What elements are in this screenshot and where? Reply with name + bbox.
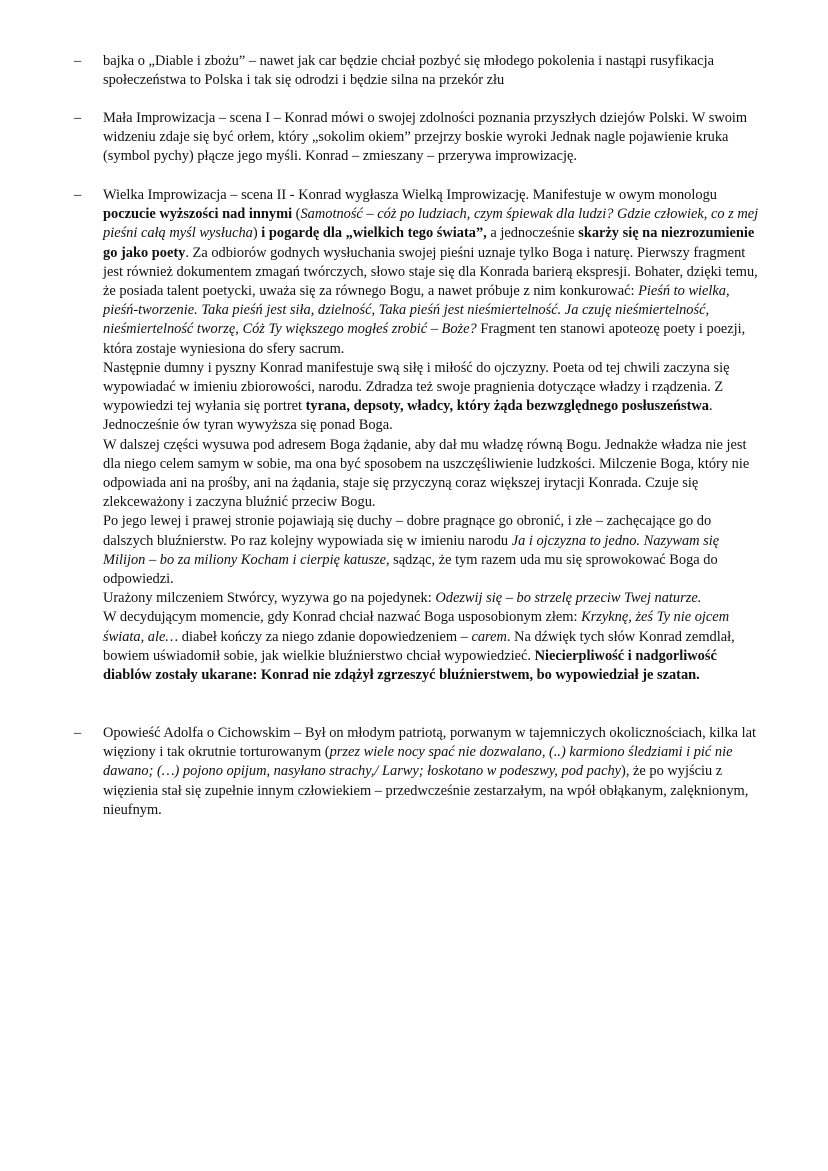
dash-bullet: – xyxy=(74,725,82,741)
paragraph: Mała Improwizacja – scena I – Konrad mówi o swojej zdolności poznania przyszłych dziejów Polski. W swoim widzeniu zdaje się być orłem, który „sokolim okiem” przejrzy boskie wyroki Jednak nagle pojawienie kruka (symbol pychy) płącze jego myśli. Konrad – zmieszany – przerywa improwizację. xyxy=(103,110,748,165)
quote: Ja i ojczyzna to jedno. Nazywam się Milijon – bo za miliony Kocham i cierpię katusze xyxy=(103,532,720,568)
bullet-text xyxy=(103,52,763,90)
paragraph-6: W decydującym momencie, gdy Konrad chciał nazwać Boga usposobionym złem: Krzyknę, żeś Ty nie ojcem świata, ale… diabeł kończy za niego zdanie dopowiedzeniem – carem. Na dźwięk tych słów Konrad zemdlał, bowiem uświadomił sobie, jak wielkie bluźnierstwo chciał wypowiedzieć. Niecierpliwość i nadgorliwość diablów zostały ukarane: Konrad nie zdążył zgrzeszyć bluźnierstwem, bo wypowiedział je szatan. xyxy=(103,609,735,684)
bold-phrase: poczucie wyższości nad innymi xyxy=(103,206,293,223)
paragraph-2: Następnie dumny i pyszny Konrad manifestuje swą siłę i miłość do ojczyzny. Poeta od tej chwili zaczyna się wypowiadać w imieniu zbiorowości, narodu. Zdradza też swoje pragnienia dotyczące władzy i rządzenia. Z wypowiedzi tej wyłania się portret tyrana, depsoty, władcy, który żąda bezwzględnego posłuszeństwa. Jednocześnie ów tyran wywyższa się ponad Boga. xyxy=(103,359,730,434)
dash-bullet: – xyxy=(74,110,82,126)
bold-phrase: tyrana, depsoty, władcy, który żąda bezwzględnego posłuszeństwa xyxy=(305,398,709,415)
paragraph: bajka o „Diable i zbożu” – nawet jak car będzie chciał pozbyć się młodego pokolenia i nastąpi rusyfikacja społeczeństwa to Polska i tak się odrodzi i będzie silna na przekór złu xyxy=(103,53,714,89)
bold-phrase: skarży się na niezrozumienie go jako poety xyxy=(103,225,755,261)
bold-phrase: Niecierpliwość i nadgorliwość diablów zostały ukarane: Konrad nie zdążył zgrzeszyć bluźnierstwem, bo wypowiedział je szatan. xyxy=(103,647,717,684)
bullet-text xyxy=(103,724,763,820)
quote: Odezwij się – bo strzelę przeciw Twej naturze. xyxy=(435,590,702,607)
paragraph-1: Wielka Improwizacja – scena II - Konrad wygłasza Wielką Improwizację. Manifestuje w owym monologu poczucie wyższości nad innymi (Samotność – cóż po ludziach, czym śpiewak dla ludzi? Gdzie człowiek, co z mej pieśni całą myśl wysłucha) i pogardę dla „wielkich tego świata”, a jednocześnie skarży się na niezrozumienie go jako poety. Za odbiorów godnych wysłuchania swojej pieśni uznaje tylko Boga i naturę. Pierwszy fragment jest również dokumentem zmagań twórczych, słowo staje się dla Konrada barierą ekspresji. Bohater, dzięki temu, że posiada talent poetycki, uważa się za równego Bogu, a nawet próbuje z nim konkurować: Pieśń to wielka, pieśń-tworzenie. Taka pieśń jest siła, dzielność, Taka pieśń jest nieśmiertelność. Ja czuję nieśmiertelność, nieśmiertelność tworzę, Cóż Ty większego mogłeś zrobić – Boże? Fragment ten stanowi apoteozę poety i poezji, która zostaje wyniesiona do sfery sacrum. xyxy=(103,187,759,357)
quote: Krzyknę, żeś Ty nie ojcem świata, ale… xyxy=(103,609,730,645)
quote: Samotność – cóż po ludziach, czym śpiewak dla ludzi? Gdzie człowiek, co z mej pieśni całą myśl wysłucha xyxy=(103,206,759,242)
paragraph-5: Urażony milczeniem Stwórcy, wyzywa go na pojedynek: Odezwij się – bo strzelę przeciw Twej naturze. xyxy=(103,590,702,607)
bullet-text xyxy=(103,186,763,685)
paragraph-3: W dalszej części wysuwa pod adresem Boga żądanie, aby dał mu władzę równą Bogu. Jednakże władza nie jest dla niego celem samym w sobie, ma ona być sposobem na uszczęśliwienie ludzkości. Milczenie Boga, który nie odpowiada ani na prośby, ani na żądania, staje się przyczyną coraz większej irytacji Konrada. Czuje się zlekceważony i zaczyna bluźnić przeciw Bogu. xyxy=(103,436,750,511)
paragraph: Opowieść Adolfa o Cichowskim – Był on młodym patriotą, porwanym w tajemniczych okolicznościach, kilka lat więziony i tak okrutnie torturowanym (przez wiele nocy spać nie dozwalano, (..) karmiono śledziami i pić nie dawano; (…) pojono opijum, nasyłano strachy,/ Larwy; łoskotano w podeszwy, pod pachy), że po wyjściu z więzienia stał się zupełnie innym człowiekiem – przedwcześnie zestarzałym, na wpół obłąkanym, zalęknionym, nieufnym. xyxy=(103,725,757,818)
dash-bullet: – xyxy=(74,53,82,69)
quote: carem xyxy=(471,628,507,645)
quote: przez wiele nocy spać nie dozwalano, (..) karmiono śledziami i pić nie dawano; (…) pojono opijum, nasyłano strachy,/ Larwy; łoskotano w podeszwy, pod pachy xyxy=(103,744,733,780)
dash-bullet: – xyxy=(74,187,82,203)
bold-phrase: i pogardę dla „wielkich tego świata”, xyxy=(261,225,487,242)
bullet-text xyxy=(103,109,763,167)
quote: Pieśń to wielka, pieśń-tworzenie. Taka pieśń jest siła, dzielność, Taka pieśń jest nieśmiertelność. Ja czuję nieśmiertelność, nieśmiertelność tworzę, Cóż Ty większego mogłeś zrobić – Boże? xyxy=(103,283,730,338)
paragraph-4: Po jego lewej i prawej stronie pojawiają się duchy – dobre pragnące go obronić, i złe – zachęcające go do dalszych bluźnierstw. Po raz kolejny wypowiada się w imieniu narodu Ja i ojczyzna to jedno. Nazywam się Milijon – bo za miliony Kocham i cierpię katusze, sądząc, że tym razem uda mu się sprowokować Boga do odpowiedzi. xyxy=(103,513,720,588)
